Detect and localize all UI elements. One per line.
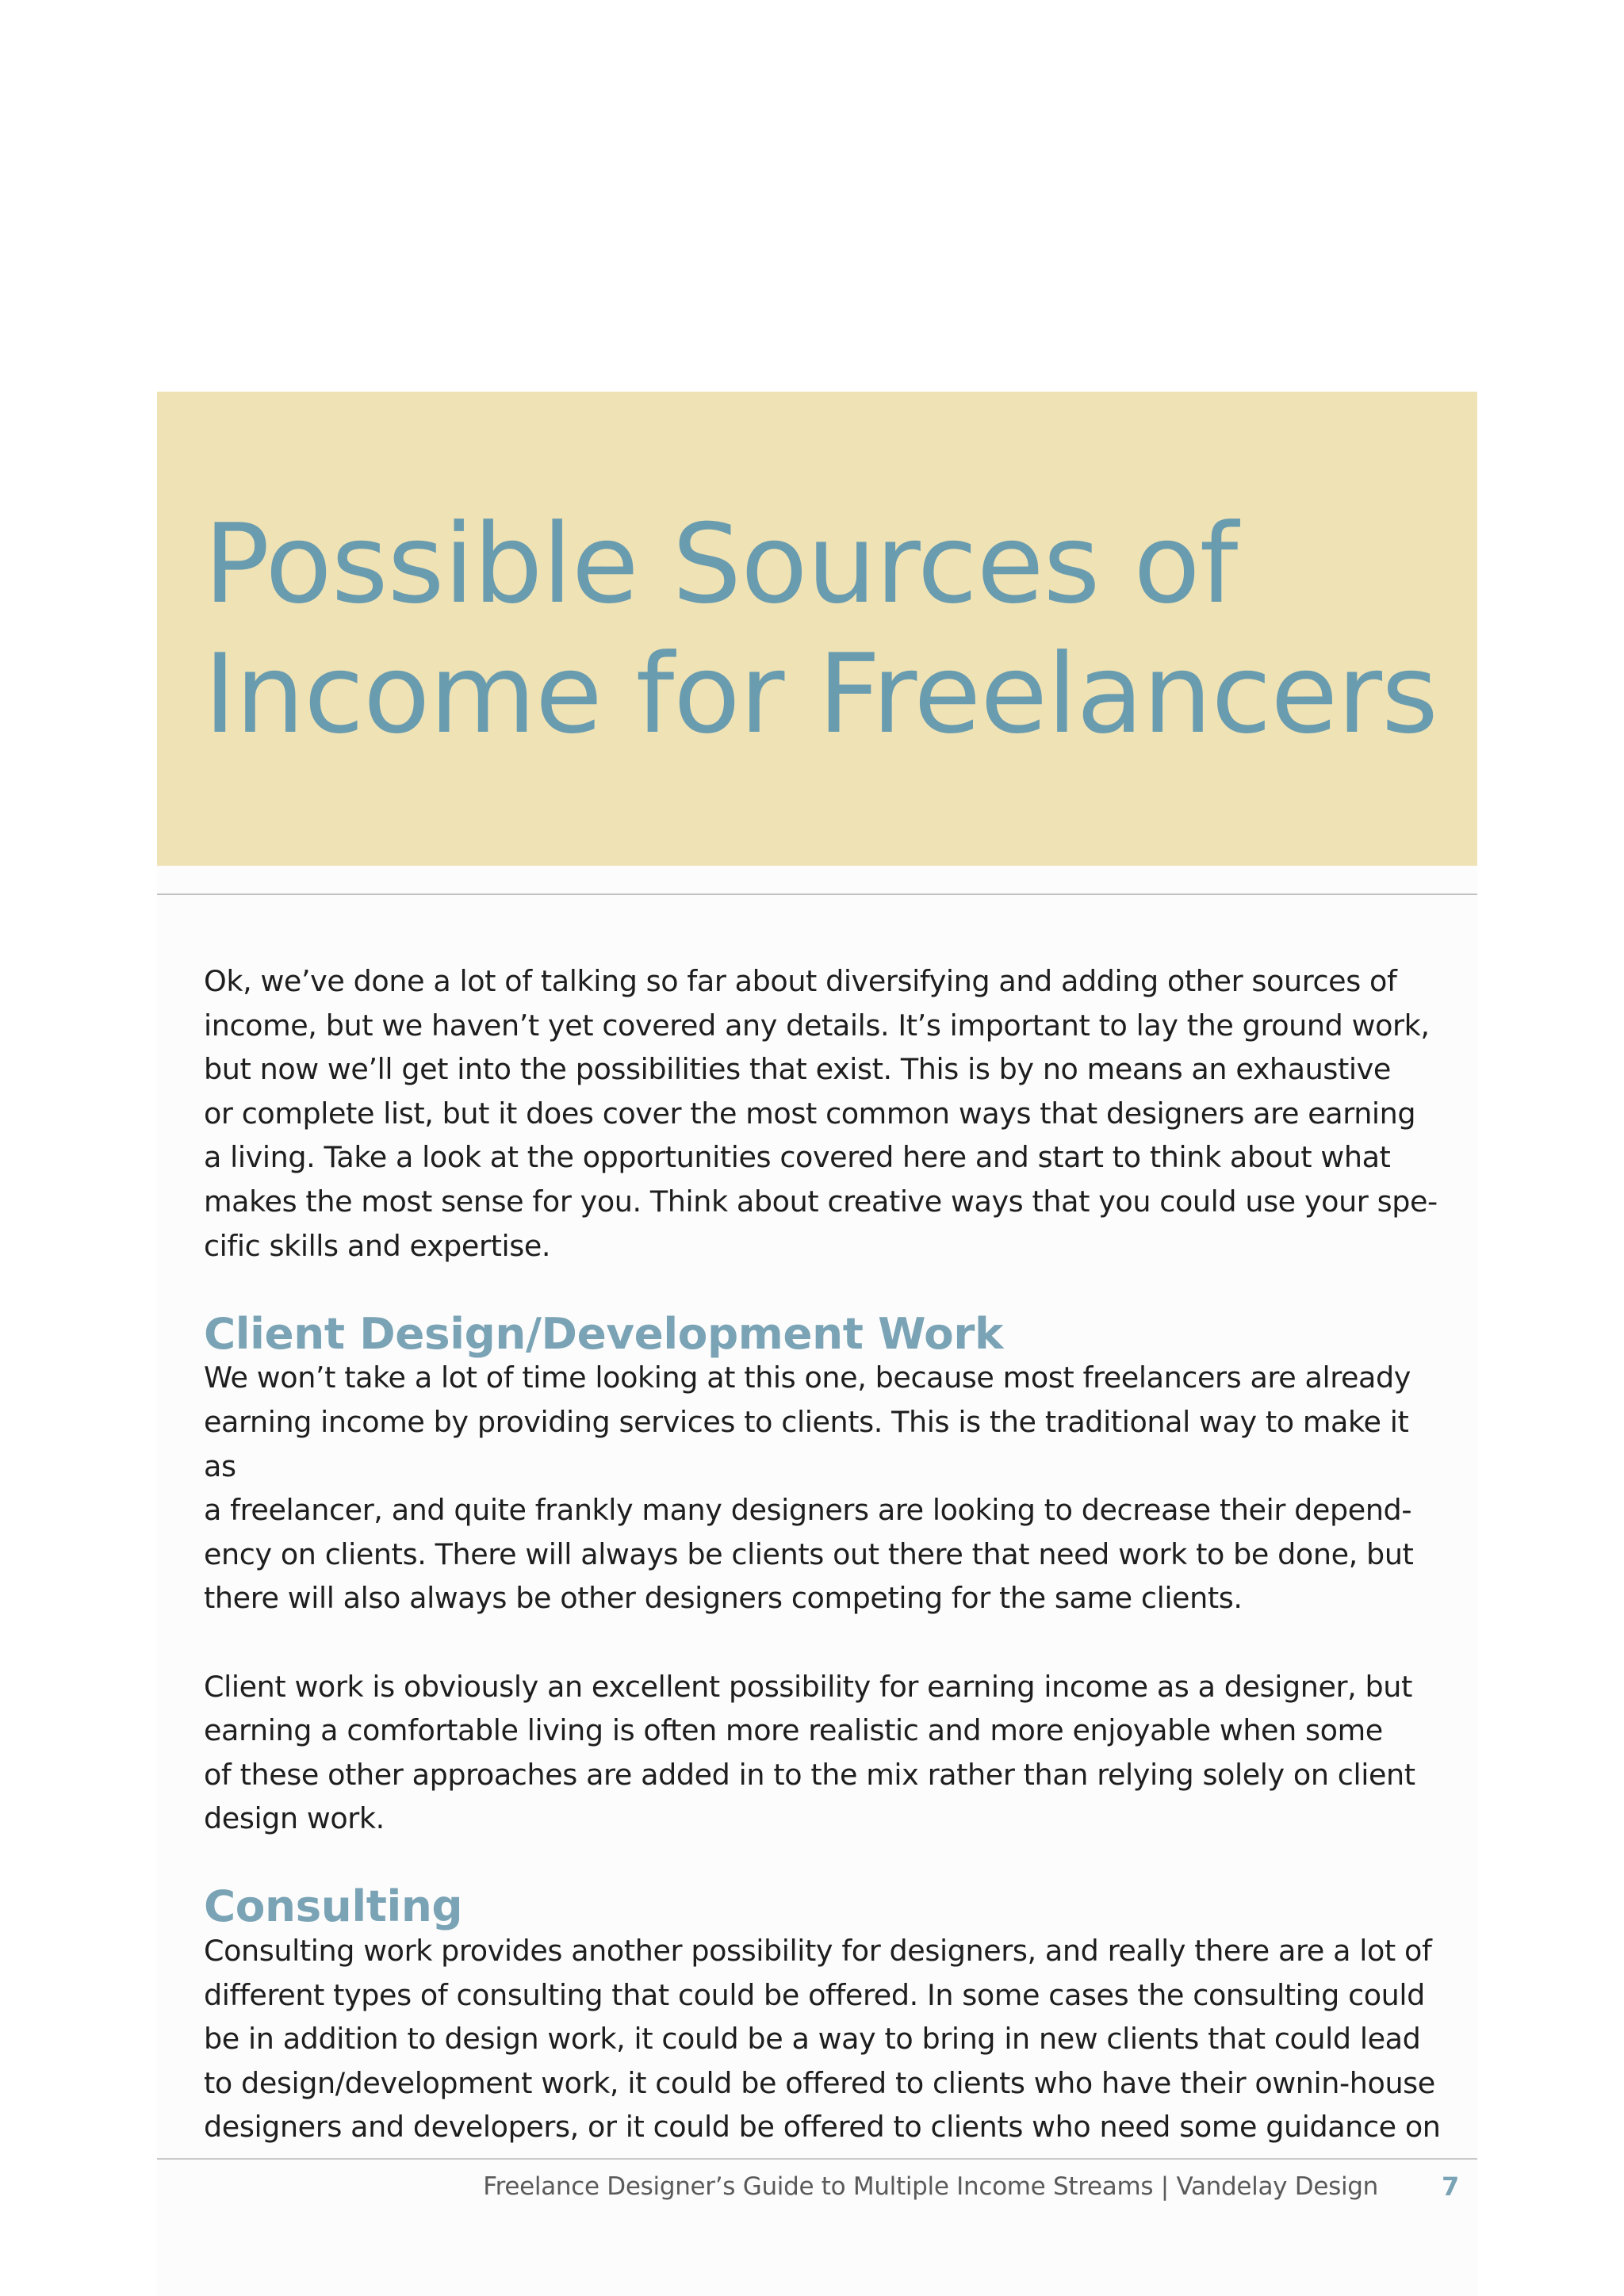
- client-work-paragraph: [204, 1356, 1441, 1621]
- text-line: Ok, we’ve done a lot of talking so far about diversifying and adding other sources of: [204, 964, 1397, 998]
- text-line: a freelancer, and quite frankly many designers are looking to decrease their depend-: [204, 1493, 1412, 1528]
- text-line: makes the most sense for you. Think about creative ways that you could use your spe-: [204, 1184, 1438, 1219]
- body-text: [204, 959, 1441, 2149]
- title-line: Income for Freelancers: [204, 630, 1438, 758]
- divider-top: [157, 894, 1477, 895]
- text-line: of these other approaches are added in to the mix rather than relying solely on client: [204, 1757, 1415, 1792]
- text-line: ency on clients. There will always be clients out there that need work to be done, but: [204, 1536, 1414, 1571]
- paragraph-gap: [204, 1841, 1441, 1885]
- text-line: design work.: [204, 1801, 385, 1836]
- text-line: cific skills and expertise.: [204, 1228, 551, 1263]
- consulting-paragraph: [204, 1929, 1441, 2149]
- intro-paragraph: [204, 959, 1441, 1268]
- paragraph-gap: [204, 1621, 1441, 1665]
- text-line: designers and developers, or it could be offered to clients who need some guidance on: [204, 2110, 1441, 2145]
- text-line: Consulting work provides another possibility for designers, and really there are a lot of: [204, 1934, 1432, 1969]
- text-line: there will also always be other designers competing for the same clients.: [204, 1581, 1243, 1616]
- footer-title: Freelance Designer’s Guide to Multiple Income Streams | Vandelay Design: [483, 2172, 1378, 2201]
- text-line: earning a comfortable living is often more realistic and more enjoyable when some: [204, 1713, 1383, 1748]
- text-line: different types of consulting that could be offered. In some cases the consulting could: [204, 1977, 1425, 2012]
- title-line: Possible Sources of: [204, 500, 1238, 628]
- section-heading-consulting: Consulting: [204, 1881, 463, 1932]
- text-line: or complete list, but it does cover the most common ways that designers are earning: [204, 1096, 1416, 1131]
- text-line: but now we’ll get into the possibilities that exist. This is by no means an exhaustive: [204, 1052, 1391, 1087]
- text-line: earning income by providing services to clients. This is the traditional way to make it as: [204, 1404, 1409, 1483]
- page-title: [204, 499, 1441, 760]
- text-line: Client work is obviously an excellent possibility for earning income as a designer, but: [204, 1669, 1412, 1704]
- paragraph-gap: [204, 1268, 1441, 1312]
- text-line: be in addition to design work, it could be a way to bring in new clients that could lead: [204, 2022, 1421, 2057]
- client-work-paragraph-2: [204, 1665, 1441, 1841]
- divider-bottom: [157, 2158, 1477, 2160]
- text-line: a living. Take a look at the opportunities covered here and start to think about what: [204, 1140, 1391, 1175]
- page-number: 7: [1442, 2172, 1460, 2202]
- text-line: We won’t take a lot of time looking at this one, because most freelancers are already: [204, 1360, 1411, 1395]
- text-line: income, but we haven’t yet covered any details. It’s important to lay the ground work,: [204, 1008, 1430, 1043]
- section-heading-client-work: Client Design/Development Work: [204, 1307, 1003, 1359]
- text-line: to design/development work, it could be offered to clients who have their ownin-house: [204, 2065, 1435, 2100]
